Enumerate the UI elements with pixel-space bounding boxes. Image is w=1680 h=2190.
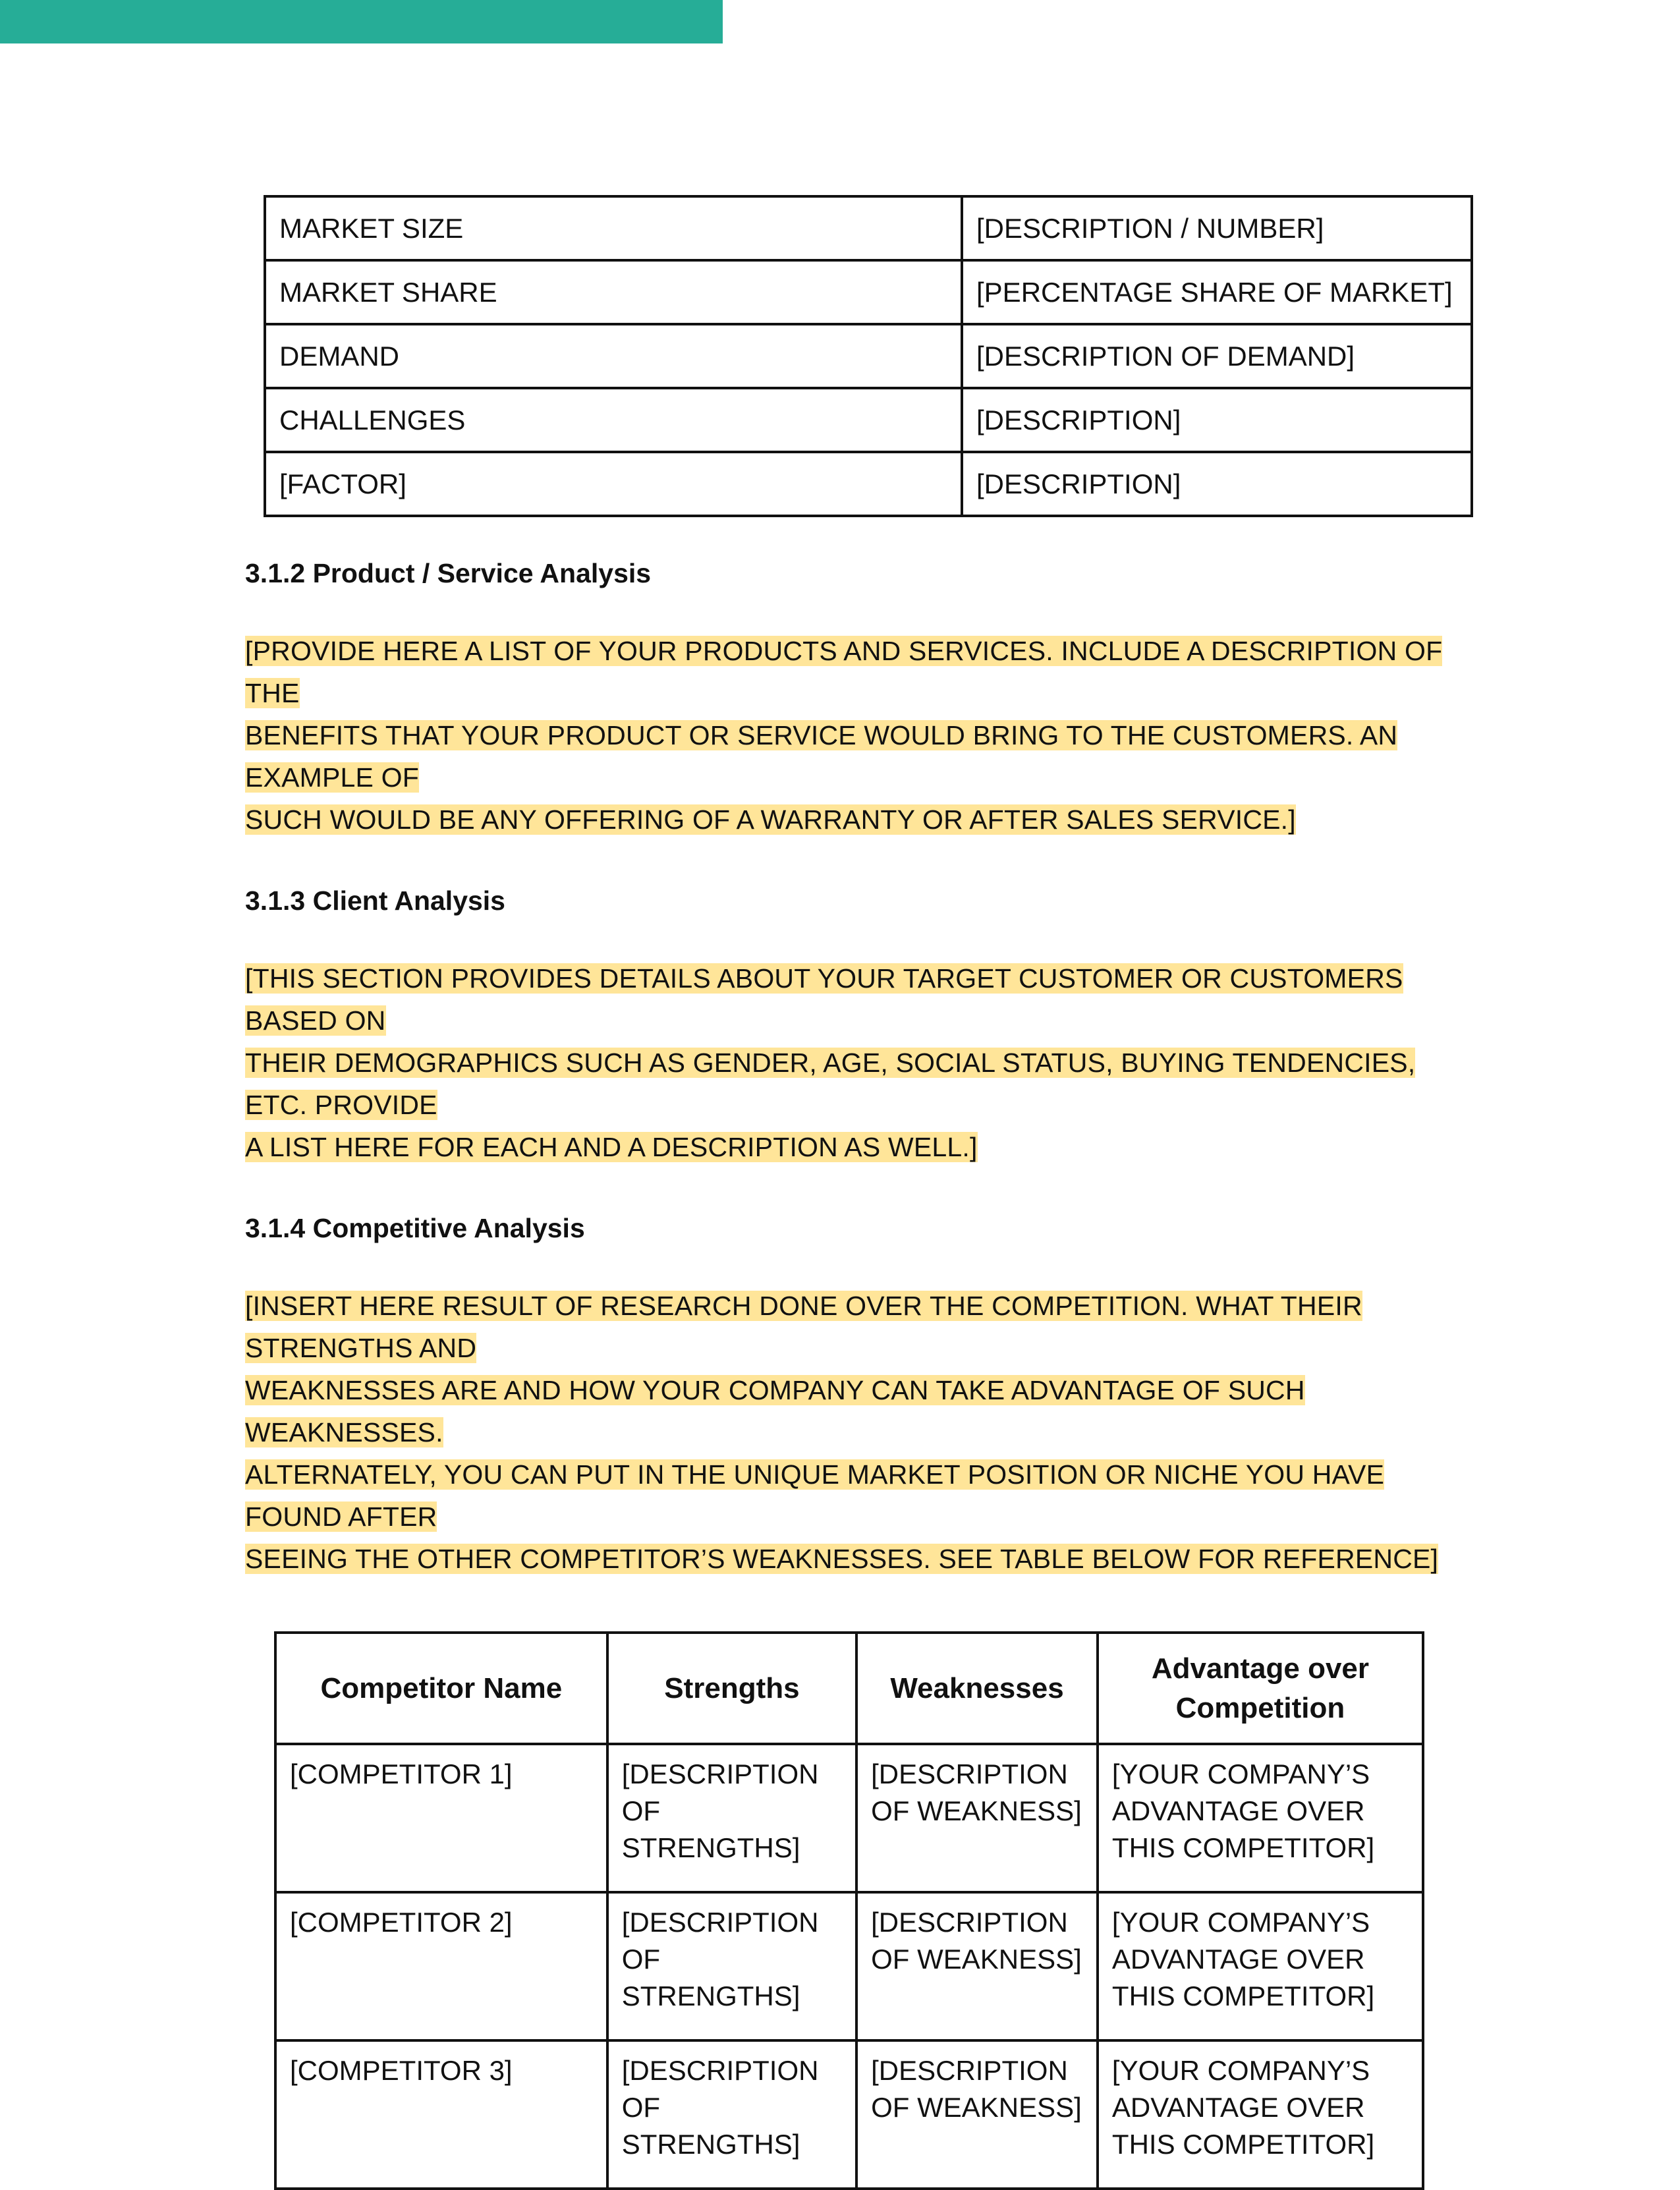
advantage-cell: [YOUR COMPANY’S ADVANTAGE OVER THIS COMPETITOR] [1098, 1892, 1423, 2040]
placeholder-line: A LIST HERE FOR EACH AND A DESCRIPTION AS WELL.] [245, 1132, 978, 1162]
placeholder-line: WEAKNESSES ARE AND HOW YOUR COMPANY CAN TAKE ADVANTAGE OF SUCH WEAKNESSES. [245, 1375, 1305, 1447]
placeholder-line: BENEFITS THAT YOUR PRODUCT OR SERVICE WOULD BRING TO THE CUSTOMERS. AN EXAMPLE OF [245, 720, 1398, 793]
table-row [265, 260, 1472, 324]
section-heading-competitive-analysis: 3.1.4 Competitive Analysis [245, 1213, 585, 1243]
advantage-cell: [YOUR COMPANY’S ADVANTAGE OVER THIS COMPETITOR] [1098, 2040, 1423, 2189]
market-value-cell: [DESCRIPTION / NUMBER] [962, 196, 1472, 260]
market-factor-cell: CHALLENGES [265, 388, 962, 452]
strengths-cell: [DESCRIPTION OF STRENGTHS] [607, 1744, 856, 1892]
market-value-cell: [DESCRIPTION] [962, 452, 1472, 516]
market-factor-cell: [FACTOR] [265, 452, 962, 516]
header-weaknesses: Weaknesses [856, 1633, 1098, 1744]
accent-bar [0, 0, 723, 43]
market-value-cell: [PERCENTAGE SHARE OF MARKET] [962, 260, 1472, 324]
document-body [245, 195, 1470, 2190]
table-row [275, 1744, 1423, 1892]
competitor-name-cell: [COMPETITOR 1] [275, 1744, 607, 1892]
market-value-cell: [DESCRIPTION OF DEMAND] [962, 324, 1472, 388]
client-analysis-placeholder [245, 957, 1470, 1168]
placeholder-line: [THIS SECTION PROVIDES DETAILS ABOUT YOUR TARGET CUSTOMER OR CUSTOMERS BASED ON [245, 963, 1403, 1036]
header-strengths: Strengths [607, 1633, 856, 1744]
table-row [275, 1892, 1423, 2040]
product-analysis-placeholder [245, 630, 1470, 841]
market-factor-cell: DEMAND [265, 324, 962, 388]
market-value-cell: [DESCRIPTION] [962, 388, 1472, 452]
placeholder-line: THEIR DEMOGRAPHICS SUCH AS GENDER, AGE, SOCIAL STATUS, BUYING TENDENCIES, ETC. PROVIDE [245, 1048, 1416, 1120]
competitive-analysis-placeholder [245, 1285, 1470, 1580]
competitor-name-cell: [COMPETITOR 3] [275, 2040, 607, 2189]
weaknesses-cell: [DESCRIPTION OF WEAKNESS] [856, 1892, 1098, 2040]
table-row [265, 388, 1472, 452]
section-heading-client-analysis: 3.1.3 Client Analysis [245, 885, 505, 916]
placeholder-line: [INSERT HERE RESULT OF RESEARCH DONE OVER THE COMPETITION. WHAT THEIR STRENGTHS AND [245, 1291, 1362, 1363]
placeholder-line: SUCH WOULD BE ANY OFFERING OF A WARRANTY OR AFTER SALES SERVICE.] [245, 804, 1296, 835]
header-competitor-name: Competitor Name [275, 1633, 607, 1744]
placeholder-line: SEEING THE OTHER COMPETITOR’S WEAKNESSES. SEE TABLE BELOW FOR REFERENCE] [245, 1544, 1439, 1574]
section-heading-product-analysis: 3.1.2 Product / Service Analysis [245, 558, 652, 588]
competitor-name-cell: [COMPETITOR 2] [275, 1892, 607, 2040]
market-factor-cell: MARKET SIZE [265, 196, 962, 260]
weaknesses-cell: [DESCRIPTION OF WEAKNESS] [856, 1744, 1098, 1892]
header-advantage: Advantage over Competition [1098, 1633, 1423, 1744]
table-row [265, 452, 1472, 516]
placeholder-line: ALTERNATELY, YOU CAN PUT IN THE UNIQUE MARKET POSITION OR NICHE YOU HAVE FOUND AFTER [245, 1459, 1385, 1532]
table-row [265, 196, 1472, 260]
table-header-row [275, 1633, 1423, 1744]
placeholder-line: [PROVIDE HERE A LIST OF YOUR PRODUCTS AND SERVICES. INCLUDE A DESCRIPTION OF THE [245, 636, 1443, 708]
market-overview-table [264, 195, 1473, 517]
market-factor-cell: MARKET SHARE [265, 260, 962, 324]
weaknesses-cell: [DESCRIPTION OF WEAKNESS] [856, 2040, 1098, 2189]
advantage-cell: [YOUR COMPANY’S ADVANTAGE OVER THIS COMPETITOR] [1098, 1744, 1423, 1892]
table-row [265, 324, 1472, 388]
strengths-cell: [DESCRIPTION OF STRENGTHS] [607, 1892, 856, 2040]
table-row [275, 2040, 1423, 2189]
strengths-cell: [DESCRIPTION OF STRENGTHS] [607, 2040, 856, 2189]
competitor-table [274, 1631, 1424, 2190]
